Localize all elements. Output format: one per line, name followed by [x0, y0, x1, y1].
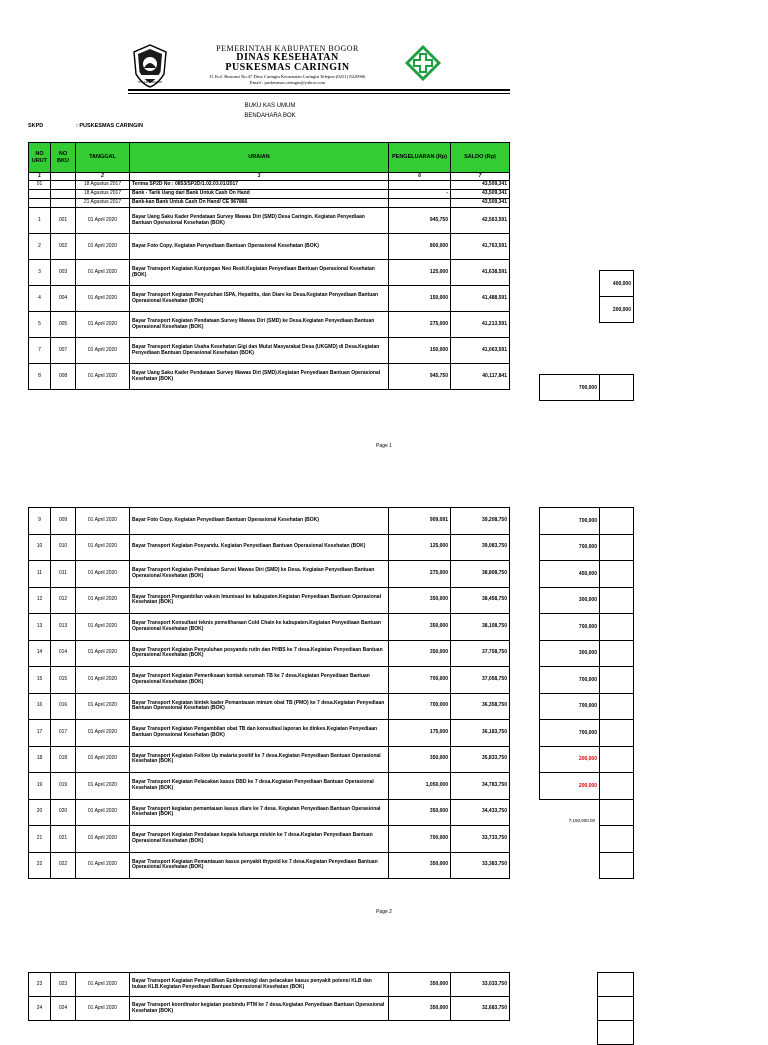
cell-saldo: 35,833,750: [451, 746, 510, 773]
cell-no-bku: 019: [51, 773, 76, 800]
side-cell-empty: [600, 799, 634, 826]
cell-tanggal: 01 April 2020: [76, 234, 130, 260]
cell-no-bku: 010: [51, 534, 76, 561]
cell-no-urut: 18: [29, 746, 51, 773]
cell-no-bku: 023: [51, 973, 76, 997]
table-row: [29, 181, 510, 190]
side-row: [598, 1021, 634, 1045]
table-row: [29, 534, 510, 561]
cell-tanggal: 18 Agustus 2017: [76, 190, 130, 199]
cell-tanggal: 01 April 2020: [76, 614, 130, 641]
cell-saldo: 37,758,750: [451, 640, 510, 667]
table-row: [29, 208, 510, 234]
side-column-page-1: [539, 270, 634, 401]
cell-no-urut: 17: [29, 720, 51, 747]
side-row: [540, 852, 634, 879]
cell-pengeluaran: 275,000: [389, 561, 451, 588]
cell-no-urut: 23: [29, 973, 51, 997]
cell-pengeluaran: 350,000: [389, 746, 451, 773]
cell-pengeluaran: 945,750: [389, 364, 451, 390]
side-row: [540, 323, 634, 349]
header-email: Email : puskesmas.caringin@yahoo.com: [249, 80, 326, 85]
health-cross-logo: [404, 44, 442, 82]
header-puskesmas: PUSKESMAS CARINGIN: [225, 62, 350, 73]
side-cell: [598, 973, 634, 997]
cell-saldo: 34,783,750: [451, 773, 510, 800]
side-column-page-3: [597, 972, 634, 1045]
side-cell-right: [600, 323, 634, 349]
cell-uraian: Bayar Uang Saku Kader Pendataan Survey Mawas Diri (SMD).Kegiatan Penyediaan Bantuan Operasional Kesehatan (BOK): [130, 364, 389, 390]
cell-tanggal: 01 April 2020: [76, 508, 130, 535]
cell-tanggal: 01 April 2020: [76, 799, 130, 826]
cash-book-table-page-1: [28, 142, 510, 390]
cell-saldo: 36,358,750: [451, 693, 510, 720]
table-row: [29, 852, 510, 879]
cell-uraian: Bayar Transport Kegiatan Usaha Kesehatan Gigi dan Mulut Masyarakat Desa (UKGMD) di Desa.Kegiatan Penyediaan Bantuan Operasional Kesehatan (BOK): [130, 338, 389, 364]
table-row: [29, 826, 510, 853]
cell-no-bku: 004: [51, 286, 76, 312]
cell-tanggal: 01 April 2020: [76, 773, 130, 800]
cell-saldo: 33,383,750: [451, 852, 510, 879]
cell-pengeluaran: 350,000: [389, 799, 451, 826]
cell-uraian: Bayar Transport Kegiatan Pengambilan obat TB dan konsultasi laporan ke dinkes.Kegiatan Penyediaan Bantuan Operasional Kesehatan (BOK): [130, 720, 389, 747]
cell-no-bku: 022: [51, 852, 76, 879]
cell-uraian: Bank - Tarik Uang dari Bank Untuk Cash On Hand: [130, 190, 389, 199]
side-cell-amount: 300,000: [540, 640, 600, 667]
side-row: [540, 693, 634, 720]
cell-uraian: Bayar Transport Kegiatan Follow Up malaria positif ke 7 desa.Kegiatan Penyediaan Bantuan Operasional Kesehatan (BOK): [130, 746, 389, 773]
cell-uraian: Bayar Transport Kegiatan Pemantauan kasus penyakit thypoid ke 7 desa.Kegiatan Penyediaan Bantuan Operasional Kesehatan (BOK): [130, 852, 389, 879]
cell-uraian: Bank-kan Bank Untuk Cash On Hand/ CE 967866: [130, 199, 389, 208]
cell-saldo: 38,108,750: [451, 614, 510, 641]
cell-saldo: 39,208,750: [451, 508, 510, 535]
col-number: 7: [451, 173, 510, 181]
cell-no-bku: 016: [51, 693, 76, 720]
cell-no-urut: 15: [29, 667, 51, 694]
cell-tanggal: 18 Agustus 2017: [76, 181, 130, 190]
cell-tanggal: 01 April 2020: [76, 720, 130, 747]
table-row: [29, 997, 510, 1021]
header-rule-thin: [128, 93, 510, 94]
side-row: [598, 997, 634, 1021]
skpd-value: : PUSKESMAS CARINGIN: [76, 123, 143, 129]
side-cell-left: 700,000: [540, 375, 600, 401]
side-cell-empty: [600, 693, 634, 720]
side-cell-empty: [600, 508, 634, 535]
table-row: [29, 799, 510, 826]
cell-tanggal: 01 April 2020: [76, 640, 130, 667]
side-cell-empty: [600, 852, 634, 879]
side-cell-empty: [600, 826, 634, 853]
cell-no-bku: [51, 199, 76, 208]
cell-uraian: Bayar Transport Pengambilan vaksin Imunisasi ke kabupaten.Kegiatan Penyediaan Bantuan Operasional Kesehatan (BOK): [130, 587, 389, 614]
table-row: [29, 199, 510, 208]
cell-no-bku: 017: [51, 720, 76, 747]
table-row: [29, 312, 510, 338]
side-cell-right: 400,000: [600, 271, 634, 297]
table-row: [29, 587, 510, 614]
cell-pengeluaran: 350,000: [389, 640, 451, 667]
side-row: [540, 375, 634, 401]
cell-no-urut: 1: [29, 208, 51, 234]
col-number: 1: [29, 173, 51, 181]
cell-no-bku: 011: [51, 561, 76, 588]
side-row: [540, 640, 634, 667]
cell-uraian: Bayar Transport Kegiatan Pendataan Survey Mawas Diri (SMD) ke Desa.Kegiatan Penyediaan Bantuan Operasional Kesehatan (BOK): [130, 312, 389, 338]
cell-pengeluaran: 909,091: [389, 508, 451, 535]
cell-saldo: 38,808,750: [451, 561, 510, 588]
cell-pengeluaran: [389, 199, 451, 208]
cell-tanggal: 01 April 2020: [76, 286, 130, 312]
table-row: [29, 260, 510, 286]
cell-saldo: 41,213,591: [451, 312, 510, 338]
cell-uraian: Bayar Transport Kegiatan Penyuluhan posyandu rutin dan PHBS ke 7 desa.Kegiatan Penyediaan Bantuan Operasional Kesehatan (BOK): [130, 640, 389, 667]
cell-uraian: Bayar Transport Kegiatan Pemeriksaan kontak serumah TB ke 7 desa.Kegiatan Penyediaan Bantuan Operasional Kesehatan (BOK): [130, 667, 389, 694]
side-cell: [598, 1021, 634, 1045]
table-row: [29, 720, 510, 747]
side-cell-amount: 700,000: [540, 508, 600, 535]
cell-tanggal: 01 April 2020: [76, 852, 130, 879]
cell-pengeluaran: -: [389, 190, 451, 199]
cell-no-bku: 021: [51, 826, 76, 853]
header-address: Jl. Kol. Bustomi No.47 Desa Caringin Kecamatan Caringin Telepon (0251) 8220966: [209, 74, 366, 79]
cell-saldo: 43,509,341: [451, 190, 510, 199]
cell-no-urut: [29, 190, 51, 199]
cell-no-bku: 005: [51, 312, 76, 338]
side-cell: [598, 997, 634, 1021]
cell-pengeluaran: 350,000: [389, 587, 451, 614]
skpd-label: SKPD: [28, 123, 44, 129]
cell-no-bku: 014: [51, 640, 76, 667]
side-row: [540, 271, 634, 297]
side-cell-left: [540, 297, 600, 323]
col-uraian: URAIAN: [130, 143, 389, 173]
cell-tanggal: 01 April 2020: [76, 338, 130, 364]
side-cell-right: [600, 349, 634, 375]
cell-pengeluaran: 150,000: [389, 286, 451, 312]
cell-saldo: 33,033,750: [451, 973, 510, 997]
cell-no-bku: 009: [51, 508, 76, 535]
table-row: [29, 338, 510, 364]
col-tanggal: TANGGAL: [76, 143, 130, 173]
col-pengeluaran: PENGELUARAN (Rp): [389, 143, 451, 173]
col-saldo: SALDO (Rp): [451, 143, 510, 173]
cell-saldo: 41,638,591: [451, 260, 510, 286]
cell-no-bku: 007: [51, 338, 76, 364]
cell-pengeluaran: 350,000: [389, 852, 451, 879]
column-number-row: [29, 173, 510, 181]
side-row: [540, 297, 634, 323]
side-row: [540, 349, 634, 375]
cell-saldo: 36,183,750: [451, 720, 510, 747]
table-row: [29, 561, 510, 588]
side-row: [540, 534, 634, 561]
cell-tanggal: 01 April 2020: [76, 826, 130, 853]
cell-no-bku: 018: [51, 746, 76, 773]
cell-saldo: 43,509,341: [451, 181, 510, 190]
cell-pengeluaran: 700,000: [389, 826, 451, 853]
page-number-2: Page 2: [376, 909, 392, 915]
cell-no-urut: 3: [29, 260, 51, 286]
side-row: [540, 667, 634, 694]
cell-saldo: 40,117,841: [451, 364, 510, 390]
cell-uraian: Bayar Transport Kegiatan Penyelidikan Epidemiologi dan pelacakan kasus penyakit potensi KLB dan bukan KLB.Kegiatan Penyediaan Bantuan Operasional Kesehatan (BOK): [130, 973, 389, 997]
cell-saldo: 41,763,591: [451, 234, 510, 260]
table-row: [29, 746, 510, 773]
cell-uraian: Bayar Transport Kegiatan bintek kader Pemantauan minum obat TB (PMO) ke 7 desa.Kegiatan Penyediaan Bantuan Operasional Kesehatan (BOK): [130, 693, 389, 720]
side-cell-amount: 700,000: [540, 693, 600, 720]
cell-uraian: Bayar Transport Konsultasi teknis pemeliharaan Cold Chain ke kabupaten.Kegiatan Penyediaan Bantuan Operasional Kesehatan (BOK): [130, 614, 389, 641]
side-cell-left: [540, 271, 600, 297]
cell-saldo: 32,683,750: [451, 997, 510, 1021]
cell-uraian: Bayar Transport kegiatan pemantauan kasus diare ke 7 desa. Kegiatan Penyediaan Bantuan Operasional Kesehatan (BOK): [130, 799, 389, 826]
side-row: [540, 587, 634, 614]
cell-saldo: 41,488,591: [451, 286, 510, 312]
cell-pengeluaran: 1,050,000: [389, 773, 451, 800]
cell-no-bku: [51, 190, 76, 199]
side-cell-amount: [540, 852, 600, 879]
side-row: [540, 826, 634, 853]
side-cell-right: [600, 375, 634, 401]
side-cell-amount: 700,000: [540, 614, 600, 641]
cell-uraian: Bayar Transport Kegiatan Pendataan kepala keluarga miskin ke 7 desa.Kegiatan Penyediaan Bantuan Operasional Kesehatan (BOK): [130, 826, 389, 853]
cell-no-urut: 14: [29, 640, 51, 667]
side-cell-amount: 700,000: [540, 534, 600, 561]
table-header-row: [29, 143, 510, 173]
cell-no-bku: 015: [51, 667, 76, 694]
cash-book-table-page-2: [28, 507, 510, 879]
header-rule: [128, 89, 510, 91]
cell-pengeluaran: 275,000: [389, 312, 451, 338]
cell-pengeluaran: [389, 181, 451, 190]
cell-saldo: 41,063,591: [451, 338, 510, 364]
cell-no-urut: 4: [29, 286, 51, 312]
cell-no-urut: 22: [29, 852, 51, 879]
cell-no-urut: 20: [29, 799, 51, 826]
cell-saldo: 43,509,341: [451, 199, 510, 208]
cell-pengeluaran: 700,000: [389, 693, 451, 720]
table-row: [29, 614, 510, 641]
cell-no-bku: 001: [51, 208, 76, 234]
side-cell-amount: 300,000: [540, 587, 600, 614]
table-row: [29, 973, 510, 997]
side-cell-amount: 700,000: [540, 667, 600, 694]
document-title: BUKU KAS UMUM: [244, 103, 296, 109]
table-row: [29, 364, 510, 390]
side-row: [540, 773, 634, 800]
cell-no-urut: 16: [29, 693, 51, 720]
header-government: PEMERINTAH KABUPATEN BOGOR: [216, 44, 359, 53]
page-number-1: Page 1: [376, 443, 392, 449]
cell-no-bku: 008: [51, 364, 76, 390]
cell-no-urut: 12: [29, 587, 51, 614]
table-row: [29, 286, 510, 312]
col-number: 2: [76, 173, 130, 181]
cell-no-urut: 11: [29, 561, 51, 588]
side-cell-empty: [600, 746, 634, 773]
side-cell-amount: [540, 826, 600, 853]
table-row: [29, 640, 510, 667]
table-row: [29, 234, 510, 260]
side-row: [540, 746, 634, 773]
side-cell-empty: [600, 720, 634, 747]
cell-saldo: 39,083,750: [451, 534, 510, 561]
cell-no-urut: 8: [29, 364, 51, 390]
col-no-urut: NO URUT: [29, 143, 51, 173]
cell-no-bku: [51, 181, 76, 190]
cell-tanggal: 01 April 2020: [76, 208, 130, 234]
cell-uraian: Bayar Foto Copy. Kegiatan Penyediaan Bantuan Operasional Kesehatan (BOK): [130, 234, 389, 260]
cell-uraian: Bayar Transport koordinator kegiatan posbindu PTM ke 7 desa.Kegiatan Penyediaan Bantuan Operasional Kesehatan (BOK): [130, 997, 389, 1021]
cell-uraian: Bayar Transport Kegiatan Kunjungan Neo Resti.Kegiatan Penyediaan Bantuan Operasional Kesehatan (BOK): [130, 260, 389, 286]
cell-tanggal: 21 Agustus 2017: [76, 199, 130, 208]
side-row: [540, 508, 634, 535]
side-cell-right: 200,000: [600, 297, 634, 323]
cell-pengeluaran: 125,000: [389, 260, 451, 286]
cell-uraian: Bayar Uang Saku Kader Pendataan Survey Mawas Diri (SMD) Desa Caringin. Kegiatan Penyediaan Bantuan Operasional Kesehatan (BOK): [130, 208, 389, 234]
cell-no-urut: 13: [29, 614, 51, 641]
cell-pengeluaran: 350,000: [389, 997, 451, 1021]
side-total: 7,150,000.00: [568, 818, 595, 823]
side-row: [540, 720, 634, 747]
cell-uraian: Bayar Transport Kegiatan Pelacakan kasus DBD ke 7 desa.Kegiatan Penyediaan Bantuan Operasional Kesehatan (BOK): [130, 773, 389, 800]
cell-pengeluaran: 350,000: [389, 973, 451, 997]
side-cell-empty: [600, 614, 634, 641]
cell-saldo: 37,058,750: [451, 667, 510, 694]
cell-tanggal: 01 April 2020: [76, 260, 130, 286]
side-cell-empty: [600, 773, 634, 800]
cell-pengeluaran: 150,000: [389, 338, 451, 364]
cell-uraian: Bayar Transport Kegiatan Pendataan Survei Mawas Diri (SMD) ke Desa. Kegiatan Penyediaan Bantuan Operasional Kesehatan (BOK): [130, 561, 389, 588]
cell-no-urut: 10: [29, 534, 51, 561]
cell-tanggal: 01 April 2020: [76, 561, 130, 588]
cell-tanggal: 01 April 2020: [76, 693, 130, 720]
table-row: [29, 190, 510, 199]
cell-no-urut: 19: [29, 773, 51, 800]
cell-no-bku: 002: [51, 234, 76, 260]
cell-no-bku: 024: [51, 997, 76, 1021]
cell-uraian: Bayar Transport Kegiatan Posyandu. Kegiatan Penyediaan Bantuan Operasional Kesehatan (BOK): [130, 534, 389, 561]
cell-tanggal: 01 April 2020: [76, 997, 130, 1021]
cell-no-urut: 2: [29, 234, 51, 260]
header-department: DINAS KESEHATAN: [236, 52, 339, 63]
cell-tanggal: 01 April 2020: [76, 746, 130, 773]
cell-no-bku: 020: [51, 799, 76, 826]
side-row: [540, 614, 634, 641]
col-no-bku: NO BKU: [51, 143, 76, 173]
side-cell-empty: [600, 534, 634, 561]
side-cell-empty: [600, 561, 634, 588]
table-row: [29, 693, 510, 720]
cell-no-bku: 012: [51, 587, 76, 614]
cell-tanggal: 01 April 2020: [76, 973, 130, 997]
cell-uraian: Bayar Transport Kegiatan Penyuluhan ISPA, Hepatitis, dan Diare ke Desa.Kegiatan Penyediaan Bantuan Operasional Kesehatan (BOK): [130, 286, 389, 312]
side-cell-amount: 200,000: [540, 773, 600, 800]
col-number: 3: [130, 173, 389, 181]
table-row: [29, 508, 510, 535]
col-number: [51, 173, 76, 181]
col-number: 6: [389, 173, 451, 181]
side-cell-amount: 450,000: [540, 561, 600, 588]
cell-saldo: 33,733,750: [451, 826, 510, 853]
cell-no-urut: 9: [29, 508, 51, 535]
cell-no-urut: 21: [29, 826, 51, 853]
side-row: [540, 561, 634, 588]
side-cell-amount: 700,000: [540, 720, 600, 747]
cell-tanggal: 01 April 2020: [76, 587, 130, 614]
cell-pengeluaran: 175,000: [389, 720, 451, 747]
side-cell-amount: 200,000: [540, 746, 600, 773]
side-cell-empty: [600, 667, 634, 694]
table-row: [29, 773, 510, 800]
cell-no-urut: 7: [29, 338, 51, 364]
cell-tanggal: 01 April 2020: [76, 364, 130, 390]
cash-book-table-page-3: [28, 972, 510, 1021]
cell-no-urut: 5: [29, 312, 51, 338]
side-cell-left: [540, 323, 600, 349]
cell-no-urut: 24: [29, 997, 51, 1021]
cell-no-bku: 013: [51, 614, 76, 641]
side-cell-empty: [600, 587, 634, 614]
cell-no-urut: [29, 199, 51, 208]
cell-pengeluaran: 800,000: [389, 234, 451, 260]
cell-uraian: Bayar Foto Copy. Kegiatan Penyediaan Bantuan Operasional Kesehatan (BOK): [130, 508, 389, 535]
cell-saldo: 42,563,591: [451, 208, 510, 234]
side-column-page-2: [539, 507, 634, 879]
regency-logo-caption: TEGAR BERIMAN: [137, 80, 163, 84]
cell-pengeluaran: 125,000: [389, 534, 451, 561]
cell-tanggal: 01 April 2020: [76, 534, 130, 561]
cell-tanggal: 01 April 2020: [76, 312, 130, 338]
cell-no-bku: 003: [51, 260, 76, 286]
cell-pengeluaran: 945,750: [389, 208, 451, 234]
cell-saldo: 34,433,750: [451, 799, 510, 826]
cell-pengeluaran: 700,000: [389, 667, 451, 694]
side-cell-left: [540, 349, 600, 375]
side-cell-empty: [600, 640, 634, 667]
document-subtitle: BENDAHARA BOK: [244, 113, 296, 119]
side-row: [598, 973, 634, 997]
cell-pengeluaran: 350,000: [389, 614, 451, 641]
cell-no-urut: 01: [29, 181, 51, 190]
cell-uraian: Terima SP2D No : 0853/SP2D/1.02.03.01/2017: [130, 181, 389, 190]
cell-tanggal: 01 April 2020: [76, 667, 130, 694]
cell-saldo: 38,458,750: [451, 587, 510, 614]
table-row: [29, 667, 510, 694]
